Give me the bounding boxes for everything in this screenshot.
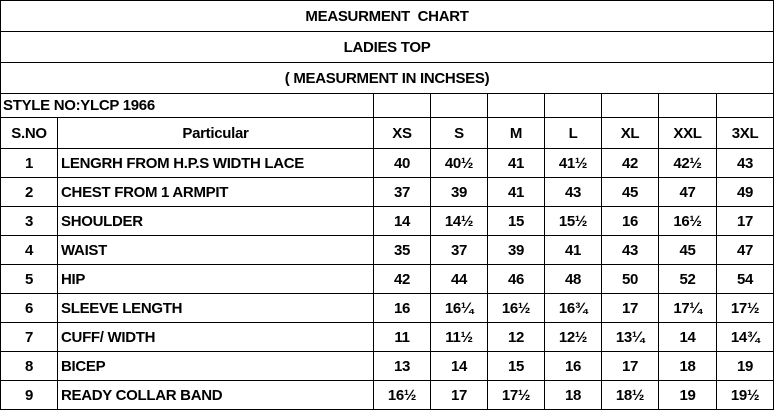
row-value: 42 [374, 265, 431, 294]
row-value: 41 [488, 149, 545, 178]
unit-note: ( MEASURMENT IN INCHSES) [1, 63, 774, 94]
header-size-xxl: XXL [659, 118, 717, 149]
row-value: 17¼ [659, 294, 717, 323]
row-sno: 8 [1, 352, 58, 381]
row-value: 14 [659, 323, 717, 352]
row-value: 42 [602, 149, 659, 178]
header-size-3xl: 3XL [717, 118, 774, 149]
row-particular: SHOULDER [58, 207, 374, 236]
row-value: 45 [602, 178, 659, 207]
row-sno: 3 [1, 207, 58, 236]
row-value: 13¼ [602, 323, 659, 352]
empty-cell [717, 94, 774, 118]
row-value: 43 [602, 236, 659, 265]
empty-cell [602, 94, 659, 118]
row-value: 16½ [659, 207, 717, 236]
row-value: 39 [488, 236, 545, 265]
row-value: 35 [374, 236, 431, 265]
row-value: 11½ [431, 323, 488, 352]
row-value: 40½ [431, 149, 488, 178]
row-value: 37 [431, 236, 488, 265]
empty-cell [488, 94, 545, 118]
row-value: 42½ [659, 149, 717, 178]
table-row [1, 236, 774, 265]
row-value: 19½ [717, 381, 774, 410]
row-value: 19 [717, 352, 774, 381]
style-number: STYLE NO:YLCP 1966 [1, 94, 374, 118]
row-value: 41 [545, 236, 602, 265]
row-particular: CUFF/ WIDTH [58, 323, 374, 352]
chart-subtitle: LADIES TOP [1, 32, 774, 63]
header-sno: S.NO [1, 118, 58, 149]
row-value: 18 [659, 352, 717, 381]
row-particular: HIP [58, 265, 374, 294]
table-row [1, 323, 774, 352]
header-size-s: S [431, 118, 488, 149]
row-particular: READY COLLAR BAND [58, 381, 374, 410]
row-value: 14¾ [717, 323, 774, 352]
row-value: 16¼ [431, 294, 488, 323]
header-size-xs: XS [374, 118, 431, 149]
table-row [1, 381, 774, 410]
table-row [1, 207, 774, 236]
header-size-xl: XL [602, 118, 659, 149]
row-value: 41½ [545, 149, 602, 178]
empty-cell [431, 94, 488, 118]
row-value: 14 [431, 352, 488, 381]
row-value: 16¾ [545, 294, 602, 323]
row-value: 16 [602, 207, 659, 236]
row-value: 52 [659, 265, 717, 294]
row-value: 54 [717, 265, 774, 294]
row-value: 11 [374, 323, 431, 352]
row-sno: 4 [1, 236, 58, 265]
row-value: 14 [374, 207, 431, 236]
row-sno: 9 [1, 381, 58, 410]
empty-cell [374, 94, 431, 118]
empty-cell [545, 94, 602, 118]
row-value: 15 [488, 207, 545, 236]
table-row [1, 352, 774, 381]
row-value: 17 [602, 352, 659, 381]
row-value: 17 [602, 294, 659, 323]
row-value: 43 [717, 149, 774, 178]
table-row [1, 294, 774, 323]
row-particular: LENGRH FROM H.P.S WIDTH LACE [58, 149, 374, 178]
row-value: 46 [488, 265, 545, 294]
row-value: 14½ [431, 207, 488, 236]
row-particular: CHEST FROM 1 ARMPIT [58, 178, 374, 207]
header-size-m: M [488, 118, 545, 149]
row-value: 50 [602, 265, 659, 294]
row-value: 15 [488, 352, 545, 381]
row-value: 16½ [488, 294, 545, 323]
empty-cell [659, 94, 717, 118]
row-value: 19 [659, 381, 717, 410]
row-value: 40 [374, 149, 431, 178]
row-sno: 2 [1, 178, 58, 207]
row-value: 49 [717, 178, 774, 207]
row-value: 18½ [602, 381, 659, 410]
row-sno: 6 [1, 294, 58, 323]
row-sno: 7 [1, 323, 58, 352]
row-value: 12½ [545, 323, 602, 352]
table-row [1, 178, 774, 207]
row-sno: 1 [1, 149, 58, 178]
row-value: 48 [545, 265, 602, 294]
row-value: 43 [545, 178, 602, 207]
table-row [1, 265, 774, 294]
row-particular: WAIST [58, 236, 374, 265]
row-value: 47 [659, 178, 717, 207]
row-value: 15½ [545, 207, 602, 236]
row-value: 45 [659, 236, 717, 265]
row-sno: 5 [1, 265, 58, 294]
row-particular: SLEEVE LENGTH [58, 294, 374, 323]
row-value: 39 [431, 178, 488, 207]
row-value: 41 [488, 178, 545, 207]
row-value: 12 [488, 323, 545, 352]
row-value: 17½ [717, 294, 774, 323]
header-particular: Particular [58, 118, 374, 149]
row-value: 16½ [374, 381, 431, 410]
row-value: 37 [374, 178, 431, 207]
row-value: 18 [545, 381, 602, 410]
row-value: 17 [717, 207, 774, 236]
chart-title: MEASURMENT CHART [1, 1, 774, 32]
row-value: 44 [431, 265, 488, 294]
table-row [1, 149, 774, 178]
header-size-l: L [545, 118, 602, 149]
row-value: 16 [545, 352, 602, 381]
row-particular: BICEP [58, 352, 374, 381]
row-value: 13 [374, 352, 431, 381]
row-value: 47 [717, 236, 774, 265]
row-value: 16 [374, 294, 431, 323]
row-value: 17 [431, 381, 488, 410]
row-value: 17½ [488, 381, 545, 410]
